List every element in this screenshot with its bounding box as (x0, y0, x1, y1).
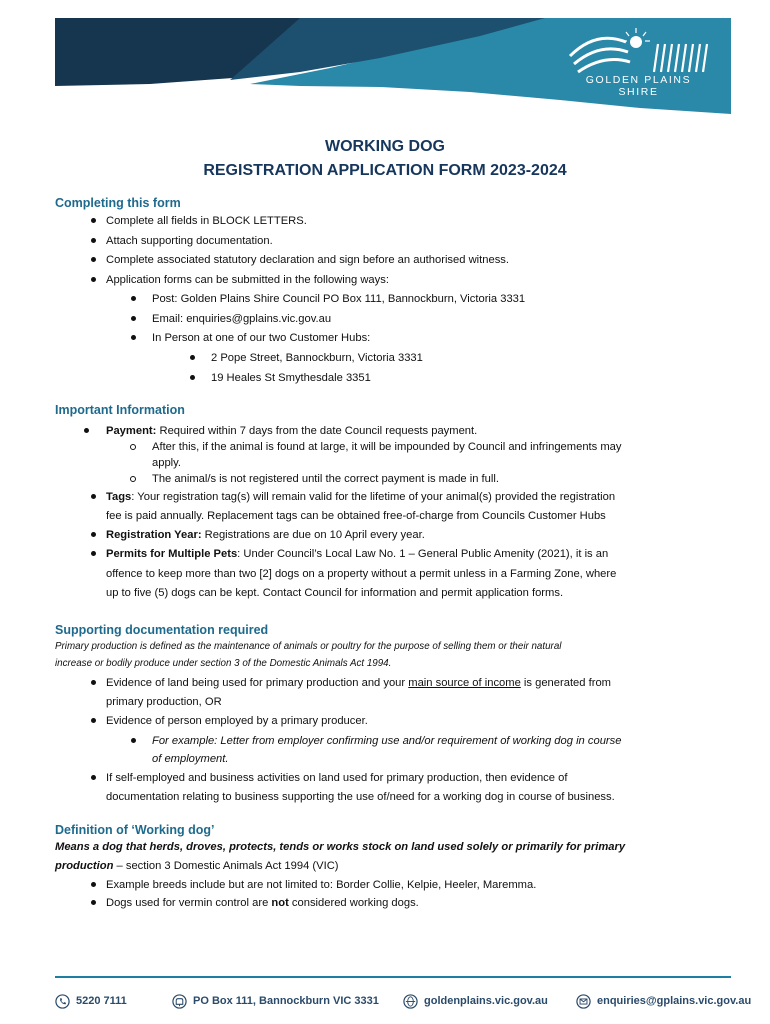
footer-post-text: PO Box 111, Bannockburn VIC 3331 (193, 995, 379, 1007)
footer-website[interactable] (403, 993, 548, 1009)
list-item: After this, if the animal is found at large, it will be impounded by Council and infringements may (152, 441, 622, 453)
footer-email[interactable] (576, 993, 751, 1009)
definition-source: – section 3 Domestic Animals Act 1994 (VIC) (113, 860, 339, 872)
globe-icon (403, 994, 418, 1009)
section-heading-definition: Definition of ‘Working dog’ (55, 823, 215, 837)
permits-text: : Under Council’s Local Law No. 1 – General Public Amenity (2021), it is an (237, 548, 609, 560)
logo-wordmark: GOLDEN PLAINS SHIRE (585, 74, 692, 98)
list-item-permits (106, 547, 608, 561)
definition-text-continuation (55, 859, 339, 873)
list-item-continuation: offence to keep more than two [2] dogs on a property without a permit unless in a Farming Zone, where (106, 568, 617, 580)
section-heading-completing: Completing this form (55, 196, 181, 210)
bullet-icon (131, 738, 136, 743)
definition-production: production (55, 860, 114, 872)
definition-text: Means a dog that herds, droves, protects, tends or works stock on land used solely or primarily for primary (55, 841, 626, 853)
tags-text: : Your registration tag(s) will remain valid for the lifetime of your animal(s) provided the registration (131, 491, 616, 503)
payment-text: Required within 7 days from the date Council requests payment. (156, 425, 478, 437)
list-item: Complete all fields in BLOCK LETTERS. (106, 215, 307, 227)
footer-divider (55, 976, 731, 978)
page-title: WORKING DOG (325, 138, 445, 155)
list-item-continuation: apply. (152, 457, 182, 469)
list-item-continuation: primary production, OR (106, 696, 222, 708)
footer-website-text: goldenplains.vic.gov.au (424, 995, 548, 1007)
footer-phone-text: 5220 7111 (76, 995, 127, 1007)
section-heading-important: Important Information (55, 403, 185, 417)
list-item: Application forms can be submitted in the following ways: (106, 274, 389, 286)
open-bullet-icon (130, 476, 136, 482)
bullet-icon (131, 296, 136, 301)
bullet-icon (91, 775, 96, 780)
phone-icon (55, 994, 70, 1009)
footer-phone[interactable] (55, 993, 127, 1009)
list-item-post: Post: Golden Plains Shire Council PO Box 111, Bannockburn, Victoria 3331 (152, 293, 526, 305)
mailbox-icon (172, 994, 187, 1009)
list-item-continuation: up to five (5) dogs can be kept. Contact Council for information and permit application forms. (106, 587, 564, 599)
bullet-icon (91, 900, 96, 905)
list-item-in-person: In Person at one of our two Customer Hubs: (152, 332, 371, 344)
definition-note: increase or bodily produce under section 3 of the Domestic Animals Act 1994. (55, 658, 392, 669)
bullet-icon (91, 718, 96, 723)
envelope-icon (576, 994, 591, 1009)
section-heading-supporting: Supporting documentation required (55, 623, 269, 637)
payment-label: Payment: (106, 425, 157, 437)
bullet-icon (91, 238, 96, 243)
bullet-icon (91, 218, 96, 223)
evidence-text-a: Evidence of land being used for primary production and your (106, 677, 409, 689)
list-item: If self-employed and business activities on land used for primary production, then evidence of (106, 772, 568, 784)
list-item: The animal/s is not registered until the correct payment is made in full. (152, 473, 499, 485)
bullet-icon (91, 532, 96, 537)
bullet-icon (91, 257, 96, 262)
list-item: Evidence of person employed by a primary producer. (106, 715, 368, 727)
list-item: Example breeds include but are not limited to: Border Collie, Kelpie, Heeler, Maremma. (106, 879, 537, 891)
list-item-continuation: of employment. (152, 753, 229, 765)
bullet-icon (84, 428, 89, 433)
evidence-text-b: is generated from (520, 677, 611, 689)
open-bullet-icon (130, 444, 136, 450)
bullet-icon (131, 316, 136, 321)
list-item-payment (106, 424, 477, 438)
vermin-text-c: considered working dogs. (288, 897, 419, 909)
vermin-not: not (271, 897, 289, 909)
tags-label: Tags (106, 491, 132, 503)
year-text: Registrations are due on 10 April every year. (201, 529, 425, 541)
bullet-icon (131, 335, 136, 340)
main-source-income: main source of income (408, 677, 521, 689)
bullet-icon (190, 375, 195, 380)
year-label: Registration Year: (106, 529, 202, 541)
bullet-icon (91, 494, 96, 499)
page-subtitle: REGISTRATION APPLICATION FORM 2023-2024 (203, 162, 567, 179)
list-item-hub: 2 Pope Street, Bannockburn, Victoria 3331 (211, 352, 423, 364)
bullet-icon (190, 355, 195, 360)
list-item: Attach supporting documentation. (106, 235, 273, 247)
bullet-icon (91, 680, 96, 685)
footer-post[interactable] (172, 993, 379, 1009)
footer-email-text: enquiries@gplains.vic.gov.au (597, 995, 752, 1007)
list-item: Complete associated statutory declaration and sign before an authorised witness. (106, 254, 509, 266)
definition-note: Primary production is defined as the maintenance of animals or poultry for the purpose of selling them or their natural (55, 641, 562, 652)
list-item-continuation: fee is paid annually. Replacement tags can be obtained free-of-charge from Councils Customer Hubs (106, 510, 606, 522)
bullet-icon (91, 277, 96, 282)
list-item-continuation: documentation relating to business supporting the use of/need for a working dog in course of business. (106, 791, 615, 803)
permits-label: Permits for Multiple Pets (106, 548, 238, 560)
list-item (106, 896, 419, 910)
list-item-hub: 19 Heales St Smythesdale 3351 (211, 372, 371, 384)
list-item-tags (106, 490, 615, 504)
bullet-icon (91, 551, 96, 556)
bullet-icon (91, 882, 96, 887)
list-item-registration-year (106, 528, 425, 542)
vermin-text-a: Dogs used for vermin control are (106, 897, 272, 909)
list-item-email: Email: enquiries@gplains.vic.gov.au (152, 313, 332, 325)
list-item (106, 676, 611, 690)
list-item-example: For example: Letter from employer confirming use and/or requirement of working dog in course (152, 735, 622, 747)
